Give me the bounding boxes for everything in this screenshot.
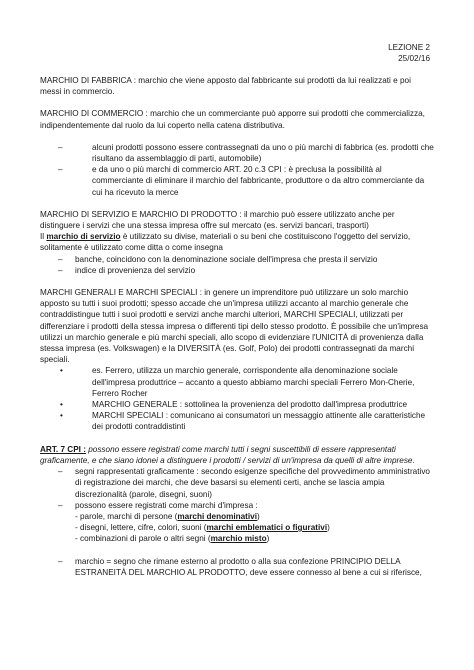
dash-marker: –	[58, 500, 63, 510]
list-item: – segni rappresentati graficamente : secondo esigenze specifiche del provvedimento amministrativo di registrazione dei marchi, che deve basarsi su elementi certi, anche se lascia ampia discrezionalità (parole, disegni, suoni)	[58, 467, 430, 499]
art7-text: possono essere registrati come marchi tutti i segni suscettibili di essere rappresentati graficamente, e che siano idonei a distinguere i prodotti / servizi di un'impresa da quelli di altre imprese.	[40, 444, 415, 465]
bullet-marker: •	[60, 366, 63, 376]
paragraph-art7	[40, 444, 434, 466]
list-item: – alcuni prodotti possono essere contrassegnati da uno o più marchi di fabbrica (es. prodotti che risultano da assemblaggio di parti, automobile)	[58, 142, 434, 164]
bullet-marker: •	[60, 411, 63, 421]
term-marchi-emblematici: marchi emblematici o figurativi	[206, 523, 328, 533]
lesson-date: 25/02/16	[398, 54, 430, 63]
term-marchio-misto: marchio misto	[210, 534, 267, 544]
dash-marker: –	[58, 467, 63, 477]
list-commercio	[40, 142, 434, 198]
paragraph-marchi-generali-speciali: MARCHI GENERALI E MARCHI SPECIALI : in genere un imprenditore può utilizzare un solo marchio apposto su tutti i suoi prodotti; spesso accade che un'impresa utilizzi accanto al marchio generale che contraddistingue tutti i suoi prodotti e servizi anche marchi ulteriori, MARCHI SPECIALI, utilizzati per differenziare i prodotti della stessa impresa o differenti tipi dello stesso prodotto. È possibile che un'impresa utilizzi un marchio generale e più marchi speciali, allo scopo di evidenziare l'UNICITÀ di provenienza dalla stessa impresa (es. Volkswagen) e la DIVERSITÀ (es. Golf, Polo) dei prodotti contrassegnati da marchi speciali.	[40, 288, 429, 365]
dash-marker: –	[58, 556, 63, 566]
list-item: • MARCHIO GENERALE : sottolinea la provenienza del prodotto dall'impresa produttrice	[60, 400, 408, 410]
page-header	[40, 42, 430, 64]
paragraph-marchio-servizio: MARCHIO DI SERVIZIO E MARCHIO DI PRODOTTO : il marchio può essere utilizzato anche per distinguere i servizi che una stessa impresa offre sul mercato (es. servizi bancari, trasporti) Il marchio di servizio è utilizzato su divise, materiali o su beni che costituiscono l'oggetto del servizio, solitamente è utilizzato come ditta o come insegna	[40, 209, 411, 253]
list-item: • es. Ferrero, utilizza un marchio generale, corrispondente alla denominazione sociale dell'impresa produttrice – accanto a questo abbiamo marchi speciali Ferrero Mon-Cherie, Ferrero Rocher	[60, 366, 415, 398]
list-item: – possono essere registrati come marchi d'impresa : - parole, marchi di persone (marchi denominativi) - disegni, lettere, cifre, colori, suoni (marchi emblematici o figurativi) - combinazioni di parole o altri segni (marchio misto)	[40, 500, 434, 545]
list-item: – marchio = segno che rimane esterno al prodotto o alla sua confezione PRINCIPIO DELLA ESTRANEITÀ DEL MARCHIO AL PRODOTTO, deve essere connesso al bene a cui si riferisce,	[58, 556, 422, 577]
paragraph-marchio-fabbrica: MARCHIO DI FABBRICA : marchio che viene apposto dal fabbricante sui prodotti da lui realizzati e poi messi in commercio.	[40, 76, 411, 97]
dash-marker: –	[58, 142, 63, 152]
bullet-marker: •	[60, 400, 63, 410]
list-item: – e da uno o più marchi di commercio ART. 20 c.3 CPI : è preclusa la possibilità al commerciante di eliminare il marchio del fabbricante, produttore o da altro commerciante da cui ha ricevuto la merce	[58, 165, 425, 197]
list-item: – indice di provenienza del servizio	[58, 265, 196, 275]
dash-marker: –	[58, 254, 63, 264]
paragraph-marchio-commercio: MARCHIO DI COMMERCIO : marchio che un commerciante può apporre sui prodotti che commercializza, indipendentemente dal ruolo da lui coperto nella catena distributiva.	[40, 109, 425, 130]
list-segni	[40, 466, 434, 544]
sub-item: - parole, marchi di persone (marchi denominativi)	[75, 511, 260, 521]
list-marchi	[40, 365, 434, 432]
dash-marker: –	[58, 265, 63, 275]
list-item: – banche, coincidono con la denominazione sociale dell'impresa che presta il servizio	[58, 254, 378, 264]
list-estraneita	[40, 556, 434, 578]
sub-item: - combinazioni di parole o altri segni (marchio misto)	[75, 534, 270, 544]
term-marchi-denominativi: marchi denominativi	[177, 511, 258, 521]
lesson-title: LEZIONE 2	[388, 43, 430, 52]
dash-marker: –	[58, 165, 63, 175]
sub-item: - disegni, lettere, cifre, colori, suoni (marchi emblematici o figurativi)	[75, 523, 330, 533]
art7-label: ART. 7 CPI :	[40, 444, 86, 454]
list-item: • MARCHI SPECIALI : comunicano ai consumatori un messaggio attinente alle caratteristiche dei prodotti contraddistinti	[60, 411, 426, 432]
term-marchio-servizio: marchio di servizio	[46, 232, 121, 242]
list-servizio	[40, 254, 434, 276]
